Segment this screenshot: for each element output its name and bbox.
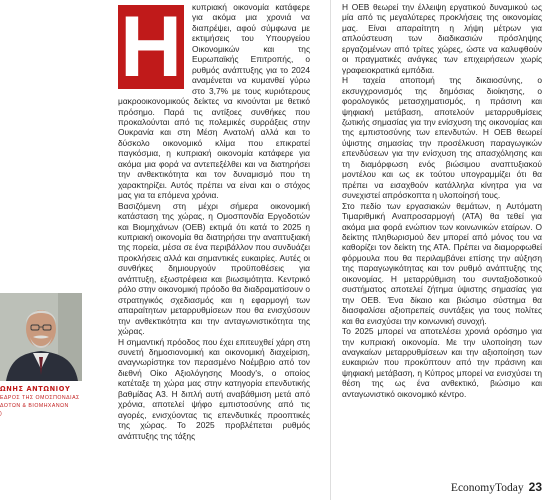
author-role-line-2: ΔΟΤΩΝ & ΒΙΟΜΗΧΑΝΩΝ bbox=[0, 403, 69, 409]
paragraph-2: Βασιζόμενη στη μέχρι σήμερα οικονομική κατάσταση της χώρας, η Ομοσπονδία Εργοδοτών και Βιομηχάνων (ΟΕΒ) εκτιμά ότι κατά το 2025 η κυπριακή οικονομία θα διατηρήσει την αναπτυξιακή της πορεία, μέσα σε ένα περιβάλλον που συνδυάζει προκλήσεις αλλά και σημαντικές ευκαιρίες. Αυτές οι συνθήκες δημιουργούν προϋποθέσεις για ανάπτυξη, εξωστρέφεια και βιωσιμότητα. Κεντρικό ρόλο στην οικονομική πρόοδο θα διαδραματίσουν ο στρατηγικός σχεδιασμός και η εφαρμογή των απαραίτητων μεταρρυθμίσεων που θα ενισχύσουν την ανθεκτικότητα και την ανταγωνιστικότητα της χώρας. bbox=[118, 200, 310, 337]
paragraph-7: Το 2025 μπορεί να αποτελέσει χρονιά ορόσημο για την κυπριακή οικονομία. Με την υλοποίηση των αναγκαίων μεταρρυθμίσεων και την αξιοποίηση των ευκαιριών που προκύπτουν από την πράσινη και ψηφιακή μετάβαση, η Κύπρος μπορεί να ενισχύσει τη θέση της ως ένα ανθεκτικό, βιώσιμο και ανταγωνιστικό οικονομικό κέντρο. bbox=[342, 326, 542, 399]
author-caption bbox=[0, 385, 86, 418]
article-column-1 bbox=[118, 2, 310, 441]
author-role-line-1: ΕΔΡΟΣ ΤΗΣ ΟΜΟΣΠΟΝΔΙΑΣ bbox=[0, 395, 80, 401]
paragraph-1: κυπριακή οικονομία κατάφερε για ακόμα μια χρονιά να διαπρέψει, αφού σύμφωνα με εκτιμήσεις του Υπουργείου Οικονομικών και της Ευρωπαϊκής Επιτροπής, ο ρυθμός ανάπτυξης για το 2024 αναμένεται να κυμανθεί γύρω στο 3,7% με τους κυριότερους μακροοικονομικούς δείκτες να κινούνται με θετικό πρόσημο. Παρά τις αντίξοες συνθήκες που προκαλούνται από τις πολεμικές συρράξεις στην Ουκρανία και στη Μέση Ανατολή αλλά και το δύσκολο οικονομικό κλίμα που επικρατεί παγκόσμια, η κυπριακή οικονομία κατάφερε για ακόμα μια φορά να αντεπεξέλθει και να διατηρήσει την ανθεκτικότητα και τον δυναμισμό που τη χαρακτηρίζει. Αυτός πρέπει να είναι και ο στόχος μας για τα επόμενα χρόνια. bbox=[118, 2, 310, 201]
paragraph-5: Η ταχεία αποπομή της δικαιοσύνης, ο εκσυγχρονισμός της δημόσιας διοίκησης, ο φορολογικός μετασχηματισμός, η πράσινη και ψηφιακή μετάβαση, αποτελούν μεταρρυθμίσεις ζωτικής σημασίας για την ενίσχυση της οικονομίας και της εμπιστοσύνης των επενδυτών. Η ΟΕΒ θεωρεί ύψιστης σημασίας την προσέλκυση παραγωγικών επενδύσεων για την ενίσχυση της απασχόλησης και τη διαμόρφωση ενός βιώσιμου αναπτυξιακού μοντέλου και ως εκ τούτου υπογραμμίζει ότι θα πρέπει να εισαχθούν κατάλληλα κίνητρα για να συνεχιστεί απρόσκοπτα η υλοποίησή τους. bbox=[342, 75, 542, 201]
drop-cap: Η bbox=[119, 0, 183, 95]
author-role-line-3: ) bbox=[0, 411, 3, 417]
author-name: ΩΝΗΣ ΑΝΤΩΝΙΟΥ bbox=[0, 385, 71, 393]
paragraph-6: Στο πεδίο των εργασιακών θεμάτων, η Αυτόματη Τιμαριθμική Αναπροσαρμογή (ΑΤΑ) θα τεθεί για ακόμα μια φορά ενώπιον των κοινωνικών εταίρων. Ο δείκτης πληθωρισμού δεν μπορεί από μόνος του να καθορίζει τον δείκτη της ΑΤΑ. Πρέπει να διαμορφωθεί φόρμουλα που θα περιλαμβάνει επίσης την αύξηση της παραγωγικότητας και τον ρυθμό ανάπτυξης της οικονομίας. Η μεταρρύθμιση του συνταξιοδοτικού συστήματος αποτελεί ζήτημα ύψιστης σημασίας για την ΟΕΒ. Ένα δίκαιο και βιώσιμο σύστημα θα διασφαλίσει αξιοπρεπείς συντάξεις για τους πολίτες και θα ενισχύσει την κοινωνική συνοχή. bbox=[342, 200, 542, 326]
page-number: 23 bbox=[528, 480, 542, 494]
column-divider bbox=[330, 0, 331, 500]
magazine-brand: EconomyToday bbox=[450, 482, 524, 494]
author-photo bbox=[0, 293, 82, 381]
article-column-2 bbox=[342, 2, 542, 399]
paragraph-3: Η σημαντική πρόοδος που έχει επιτευχθεί χάρη στη συνετή δημοσιονομική και οικονομική διαχείριση, αναγνωρίστηκε τον περασμένο Νοέμβριο από τον διεθνή Οίκο Αξιολόγησης Moody's, ο οποίος κατέταξε τη χώρα μας στην κατηγορία επενδυτικής βαθμίδας Α3. Η διπλή αυτή αναβάθμιση μετά από χρόνια, αποτελεί ψήφο εμπιστοσύνης από τις αγορές, ενισχύοντας τις επενδυτικές προοπτικές της χώρας. Το 2025 προβλέπεται ρυθμός ανάπτυξης της τάξης bbox=[118, 336, 310, 441]
paragraph-4: Η ΟΕΒ θεωρεί την έλλειψη εργατικού δυναμικού ως μία από τις μεγαλύτερες προκλήσεις της οικονομίας μας. Είναι απαραίτητη η λήψη μέτρων για απλούστευση των διαδικασιών πρόσληψης εργαζομένων από τρίτες χώρες, ώστε να καλυφθούν οι πραγματικές ανάγκες των επιχειρήσεων χωρίς γραφειοκρατικά εμπόδια. bbox=[342, 2, 542, 75]
page-footer bbox=[451, 480, 542, 494]
